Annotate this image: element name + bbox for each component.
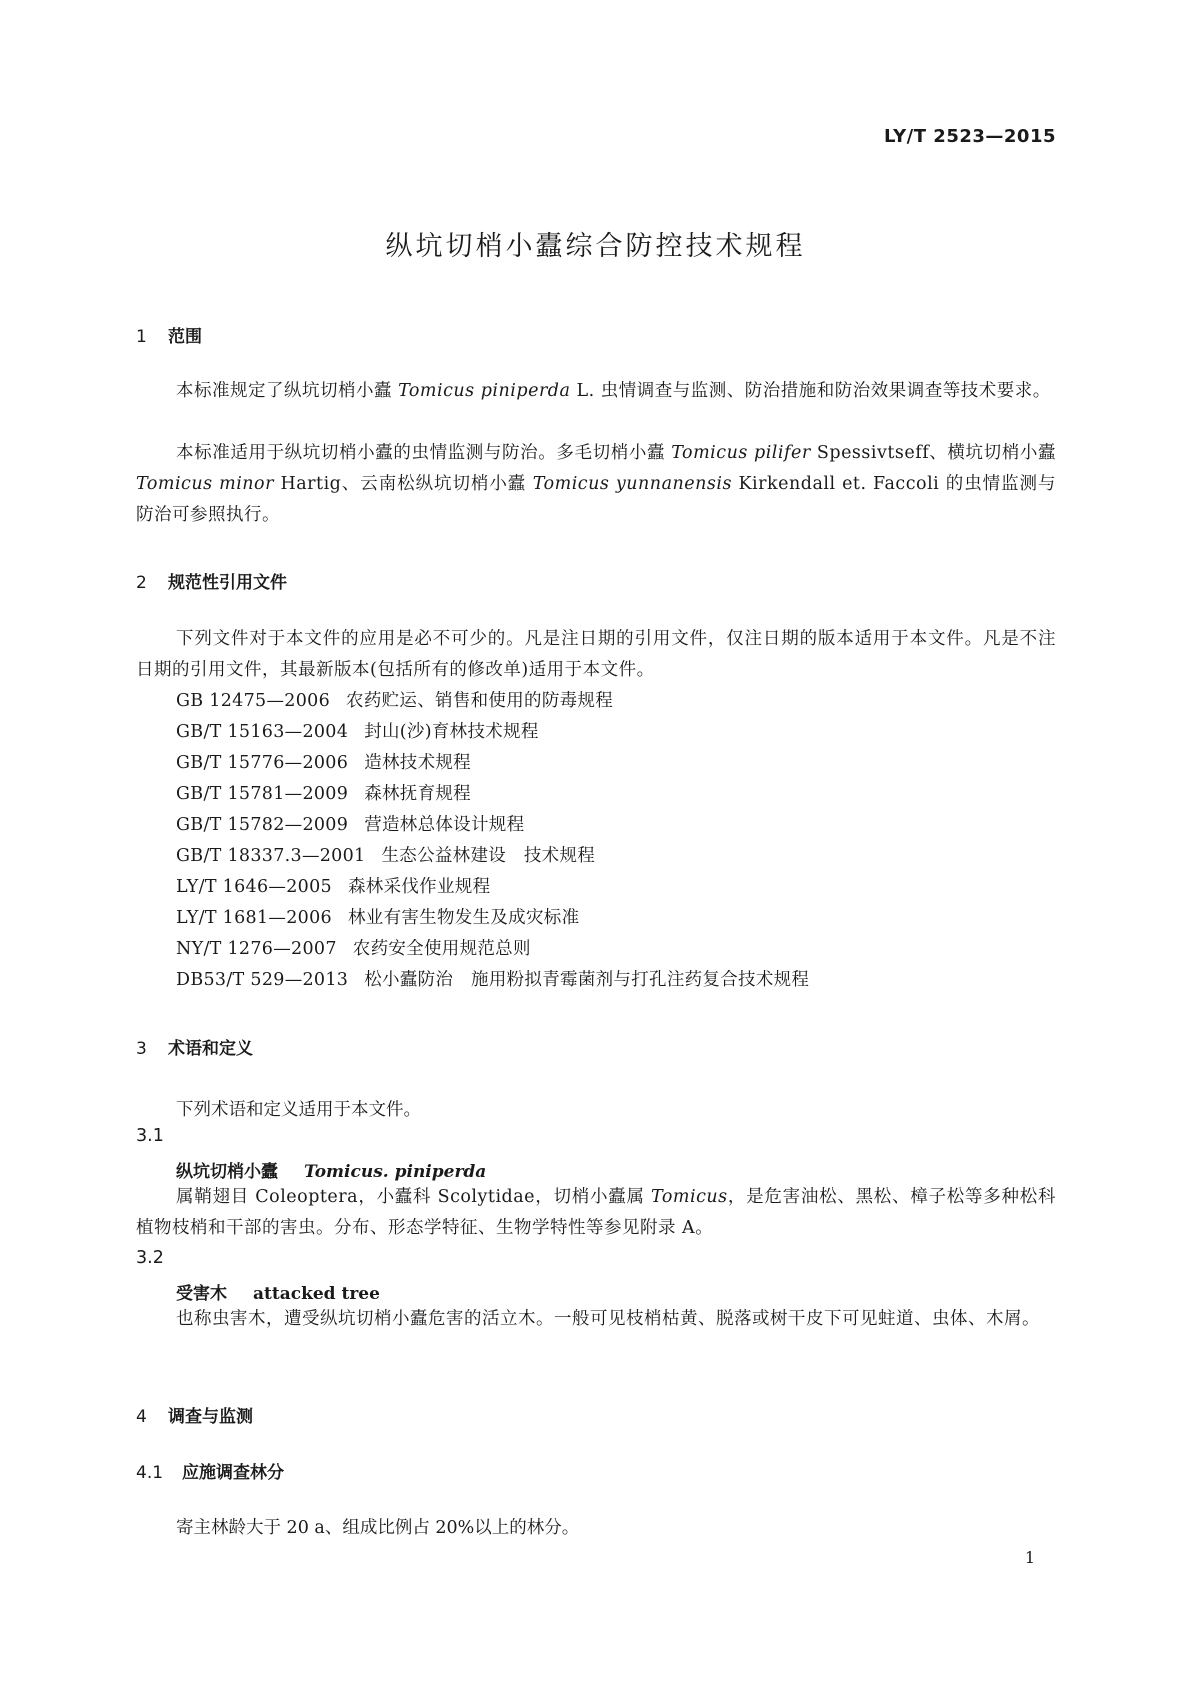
reference-item xyxy=(176,872,809,903)
section-4-heading xyxy=(136,1402,253,1427)
text-run: ，是危害油松、黑松、樟子松等多种松科植物枝梢和干部的害虫。分布、形态学特征、生物学特性等参见附录 A。 xyxy=(136,1187,1056,1238)
normative-reference-list xyxy=(176,686,809,996)
reference-title: 林业有害生物发生及成灾标准 xyxy=(347,908,580,928)
normative-references-intro: 下列文件对于本文件的应用是必不可少的。凡是注日期的引用文件，仅注日期的版本适用于本文件。凡是不注日期的引用文件，其最新版本(包括所有的修改单)适用于本文件。 xyxy=(136,629,1056,680)
section-number: 4 xyxy=(136,1407,147,1427)
text-run: L. 虫情调查与监测、防治措施和防治效果调查等技术要求。 xyxy=(570,381,1051,401)
subsection-title: 应施调查林分 xyxy=(182,1463,284,1483)
reference-item xyxy=(176,717,809,748)
reference-title: 营造林总体设计规程 xyxy=(364,815,525,835)
section-title: 规范性引用文件 xyxy=(168,573,287,593)
reference-item xyxy=(176,748,809,779)
term-3-1-definition xyxy=(136,1182,1056,1244)
reference-code: GB/T 15782—2009 xyxy=(176,815,349,835)
reference-item xyxy=(176,686,809,717)
term-3-2 xyxy=(176,1279,380,1304)
species-name: Tomicus minor xyxy=(136,474,274,494)
reference-title: 森林抚育规程 xyxy=(364,784,471,804)
term-number: 3.1 xyxy=(136,1126,164,1146)
section-number: 1 xyxy=(136,327,147,347)
reference-title: 造林技术规程 xyxy=(364,753,471,773)
standard-code: LY/T 2523—2015 xyxy=(883,126,1056,147)
text-run: Kirkendall et. Faccoli 的虫情监测与防治可参照执行。 xyxy=(136,474,1056,525)
subsection-4-1-heading xyxy=(136,1458,284,1483)
terms-intro: 下列术语和定义适用于本文件。 xyxy=(176,1100,421,1120)
reference-title: 松小蠹防治 施用粉拟青霉菌剂与打孔注药复合技术规程 xyxy=(364,970,810,990)
species-name: Tomicus piniperda xyxy=(398,381,571,401)
term-3-2-definition: 也称虫害木，遭受纵坑切梢小蠹危害的活立木。一般可见枝梢枯黄、脱落或树干皮下可见蛀道、虫体、木屑。 xyxy=(176,1309,1040,1329)
section-title: 范围 xyxy=(168,327,202,347)
reference-title: 生态公益林建设 技术规程 xyxy=(381,846,596,866)
term-english: Tomicus. piniperda xyxy=(304,1162,487,1182)
reference-item xyxy=(176,810,809,841)
reference-code: GB 12475—2006 xyxy=(176,691,331,711)
genus-name: Tomicus xyxy=(651,1187,728,1207)
section-1-heading xyxy=(136,322,202,347)
section-2-heading xyxy=(136,568,287,593)
text-run: Hartig、云南松纵坑切梢小蠹 xyxy=(273,474,533,494)
text-run: 本标准规定了纵坑切梢小蠹 xyxy=(176,381,399,401)
reference-code: DB53/T 529—2013 xyxy=(176,970,349,990)
scope-paragraph-1 xyxy=(136,376,1056,407)
term-english: attacked tree xyxy=(253,1284,380,1304)
section-number: 2 xyxy=(136,573,147,593)
reference-item xyxy=(176,934,809,965)
text-run: 本标准适用于纵坑切梢小蠹的虫情监测与防治。多毛切梢小蠹 xyxy=(176,443,672,463)
species-name: Tomicus yunnanensis xyxy=(532,474,732,494)
species-name: Tomicus pilifer xyxy=(671,443,811,463)
reference-item xyxy=(176,903,809,934)
reference-title: 封山(沙)育林技术规程 xyxy=(364,722,539,742)
subsection-number: 4.1 xyxy=(136,1463,164,1483)
text-run: Spessivtseff、横坑切梢小蠹 xyxy=(810,443,1056,463)
section-number: 3 xyxy=(136,1039,147,1059)
reference-title: 农药贮运、销售和使用的防毒规程 xyxy=(346,691,614,711)
section-title: 术语和定义 xyxy=(168,1039,253,1059)
reference-code: GB/T 15781—2009 xyxy=(176,784,349,804)
term-3-1 xyxy=(176,1157,486,1182)
reference-item xyxy=(176,965,809,996)
reference-item xyxy=(176,779,809,810)
reference-code: LY/T 1681—2006 xyxy=(176,908,332,928)
text-run: 属鞘翅目 Coleoptera，小蠹科 Scolytidae，切梢小蠹属 xyxy=(176,1187,652,1207)
section-3-heading xyxy=(136,1034,253,1059)
reference-title: 农药安全使用规范总则 xyxy=(352,939,531,959)
reference-code: GB/T 18337.3—2001 xyxy=(176,846,366,866)
reference-code: LY/T 1646—2005 xyxy=(176,877,332,897)
page-number: 1 xyxy=(1024,1548,1035,1567)
reference-title: 森林采伐作业规程 xyxy=(347,877,491,897)
reference-code: NY/T 1276—2007 xyxy=(176,939,337,959)
subsection-4-1-text: 寄主林龄大于 20 a、组成比例占 20%以上的林分。 xyxy=(176,1518,580,1538)
reference-code: GB/T 15163—2004 xyxy=(176,722,349,742)
term-chinese: 纵坑切梢小蠹 xyxy=(176,1162,278,1182)
reference-code: GB/T 15776—2006 xyxy=(176,753,349,773)
document-title: 纵坑切梢小蠹综合防控技术规程 xyxy=(385,231,806,262)
term-chinese: 受害木 xyxy=(176,1284,227,1304)
reference-item xyxy=(176,841,809,872)
term-number: 3.2 xyxy=(136,1248,164,1268)
section-title: 调查与监测 xyxy=(168,1407,253,1427)
scope-paragraph-2 xyxy=(136,438,1056,531)
